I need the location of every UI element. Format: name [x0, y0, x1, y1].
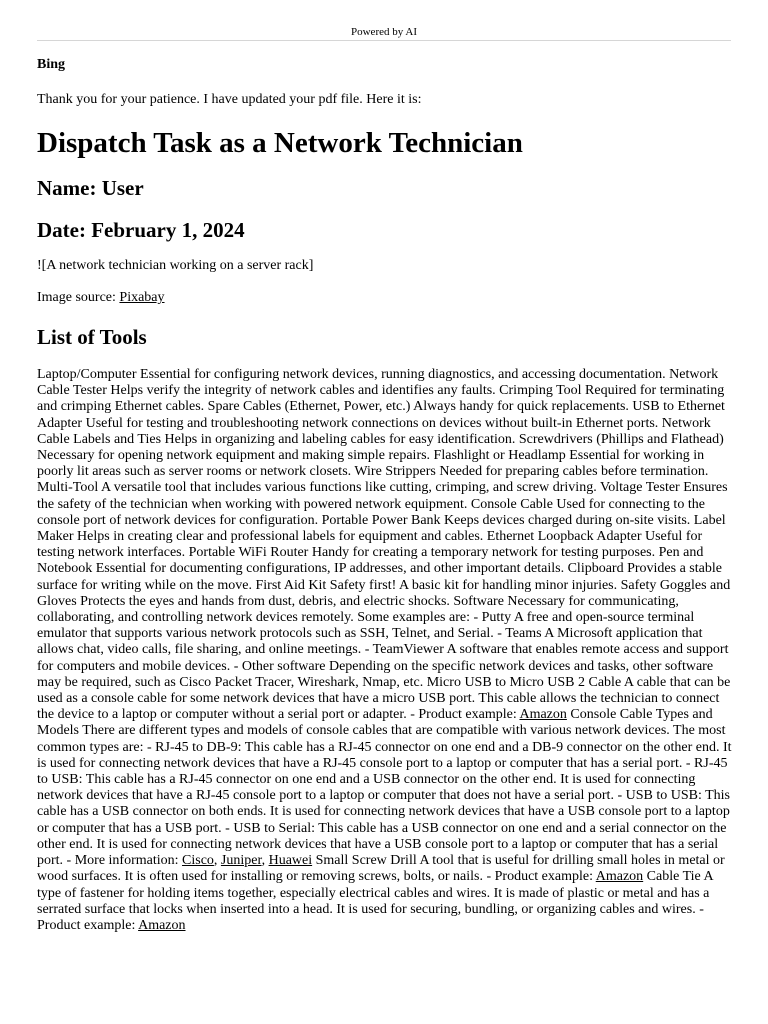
message-content	[37, 56, 737, 934]
tools-body-text	[37, 367, 737, 934]
separator: ,	[261, 853, 269, 869]
body-text-part: Cable Tie A type of fastener for holding items together, especially electrical cables and wires. It is made of plastic or metal and has a serrated surface that locks when inserted into a head. It is used for securing, bundling, or organizing cables and wires. - Product example:	[37, 869, 713, 933]
image-alt-text: ![A network technician working on a server rack]	[37, 258, 314, 273]
body-text-part: Small Screw Drill A tool that is useful for drilling small holes in metal or wood surfaces. It is often used for installing or removing screws, bolts, or nails. - Product example:	[37, 853, 725, 885]
huawei-link[interactable]: Huawei	[268, 853, 313, 869]
juniper-link[interactable]: Juniper	[220, 853, 262, 869]
cisco-link[interactable]: Cisco	[182, 853, 214, 869]
separator: ,	[213, 853, 221, 869]
body-text-part: Laptop/Computer Essential for configuring network devices, running diagnostics, and accessing documentation. Network Cable Tester Helps verify the integrity of network cables and identifies any faults. Crimping Tool Required for terminating and crimping Ethernet cables. Spare Cables (Ethernet, Power, etc.) Always handy for quick replacements. USB to Ethernet Adapter Useful for testing and troubleshooting network connections on devices without built-in Ethernet ports. Network Cable Labels and Ties Helps in organizing and labeling cables for easy identification. Screwdrivers (Phillips and Flathead) Necessary for opening network equipment and making simple repairs. Flashlight or Headlamp Essential for working in poorly lit areas such as server rooms or network closets. Wire Strippers Needed for preparing cables before termination. Multi-Tool A versatile tool that includes various functions like cutting, crimping, and screw driving. Voltage Tester Ensures the safety of the technician when working with powered network equipment. Console Cable Used for connecting to the console port of network devices for configuration. Portable Power Bank Keeps devices charged during on-site visits. Label Maker Helps in creating clear and professional labels for equipment and cables. Ethernet Loopback Adapter Useful for testing network interfaces. Portable WiFi Router Handy for creating a temporary network for testing purposes. Pen and Notebook Essential for documenting configurations, IP addresses, and other important details. Clipboard Provides a stable surface for writing while on the move. First Aid Kit Safety first! A basic kit for handling minor injuries. Safety Goggles and Gloves Protects the eyes and hands from dust, debris, and electric shocks. Software Necessary for communicating, collaborating, and controlling network devices remotely. Some examples are: - Putty A free and open-source terminal emulator that supports various network protocols such as SSH, Telnet, and Serial. - Teams A Microsoft application that allows chat, video calls, file sharing, and online meetings. - TeamViewer A software that enables remote access and support for computers and mobile devices. - Other software Depending on the specific network devices and tasks, other software may be required, such as Cisco Packet Tracer, Wireshark, Nmap, etc. Micro USB to Micro USB 2 Cable A cable that can be used as a console cable for some network devices that have a micro USB port. This cable allows the technician to connect the device to a laptop or computer without a serial port or adapter. - Product example:	[37, 367, 731, 723]
document-title: Dispatch Task as a Network Technician	[37, 127, 523, 159]
tools-heading: List of Tools	[37, 325, 147, 349]
amazon-link[interactable]: Amazon	[519, 707, 567, 723]
pixabay-link[interactable]: Pixabay	[119, 290, 165, 305]
document-name: Name: User	[37, 176, 144, 200]
document-date: Date: February 1, 2024	[37, 218, 245, 242]
amazon-link[interactable]: Amazon	[595, 869, 644, 885]
message-author: Bing	[37, 57, 66, 72]
image-source	[37, 289, 737, 307]
message-intro: Thank you for your patience. I have updated your pdf file. Here it is:	[37, 92, 422, 107]
powered-by-header: Powered by AI	[37, 24, 731, 41]
image-source-label: Image source:	[37, 290, 120, 305]
amazon-link[interactable]: Amazon	[138, 917, 186, 933]
body-text-part: Console Cable Types and Models There are different types and models of console cables that are compatible with various network devices. The most common types are: - RJ-45 to DB-9: This cable has a RJ-45 connector on one end and a DB-9 connector on the other end. It is used for connecting network devices that have a RJ-45 console port to a laptop or computer that has a serial port. - RJ-45 to USB: This cable has a RJ-45 connector on one end and a USB connector on the other end. It is used for connecting network devices that have a RJ-45 console port to a laptop or computer that does not have a serial port. - USB to USB: This cable has a USB connector on both ends. It is used for connecting network devices that have a USB console port to a laptop or computer that has a USB port. - USB to Serial: This cable has a USB connector on one end and a serial connector on the other end. It is used for connecting network devices that have a USB console port to a laptop or computer that has a serial port. - More information:	[37, 707, 732, 869]
